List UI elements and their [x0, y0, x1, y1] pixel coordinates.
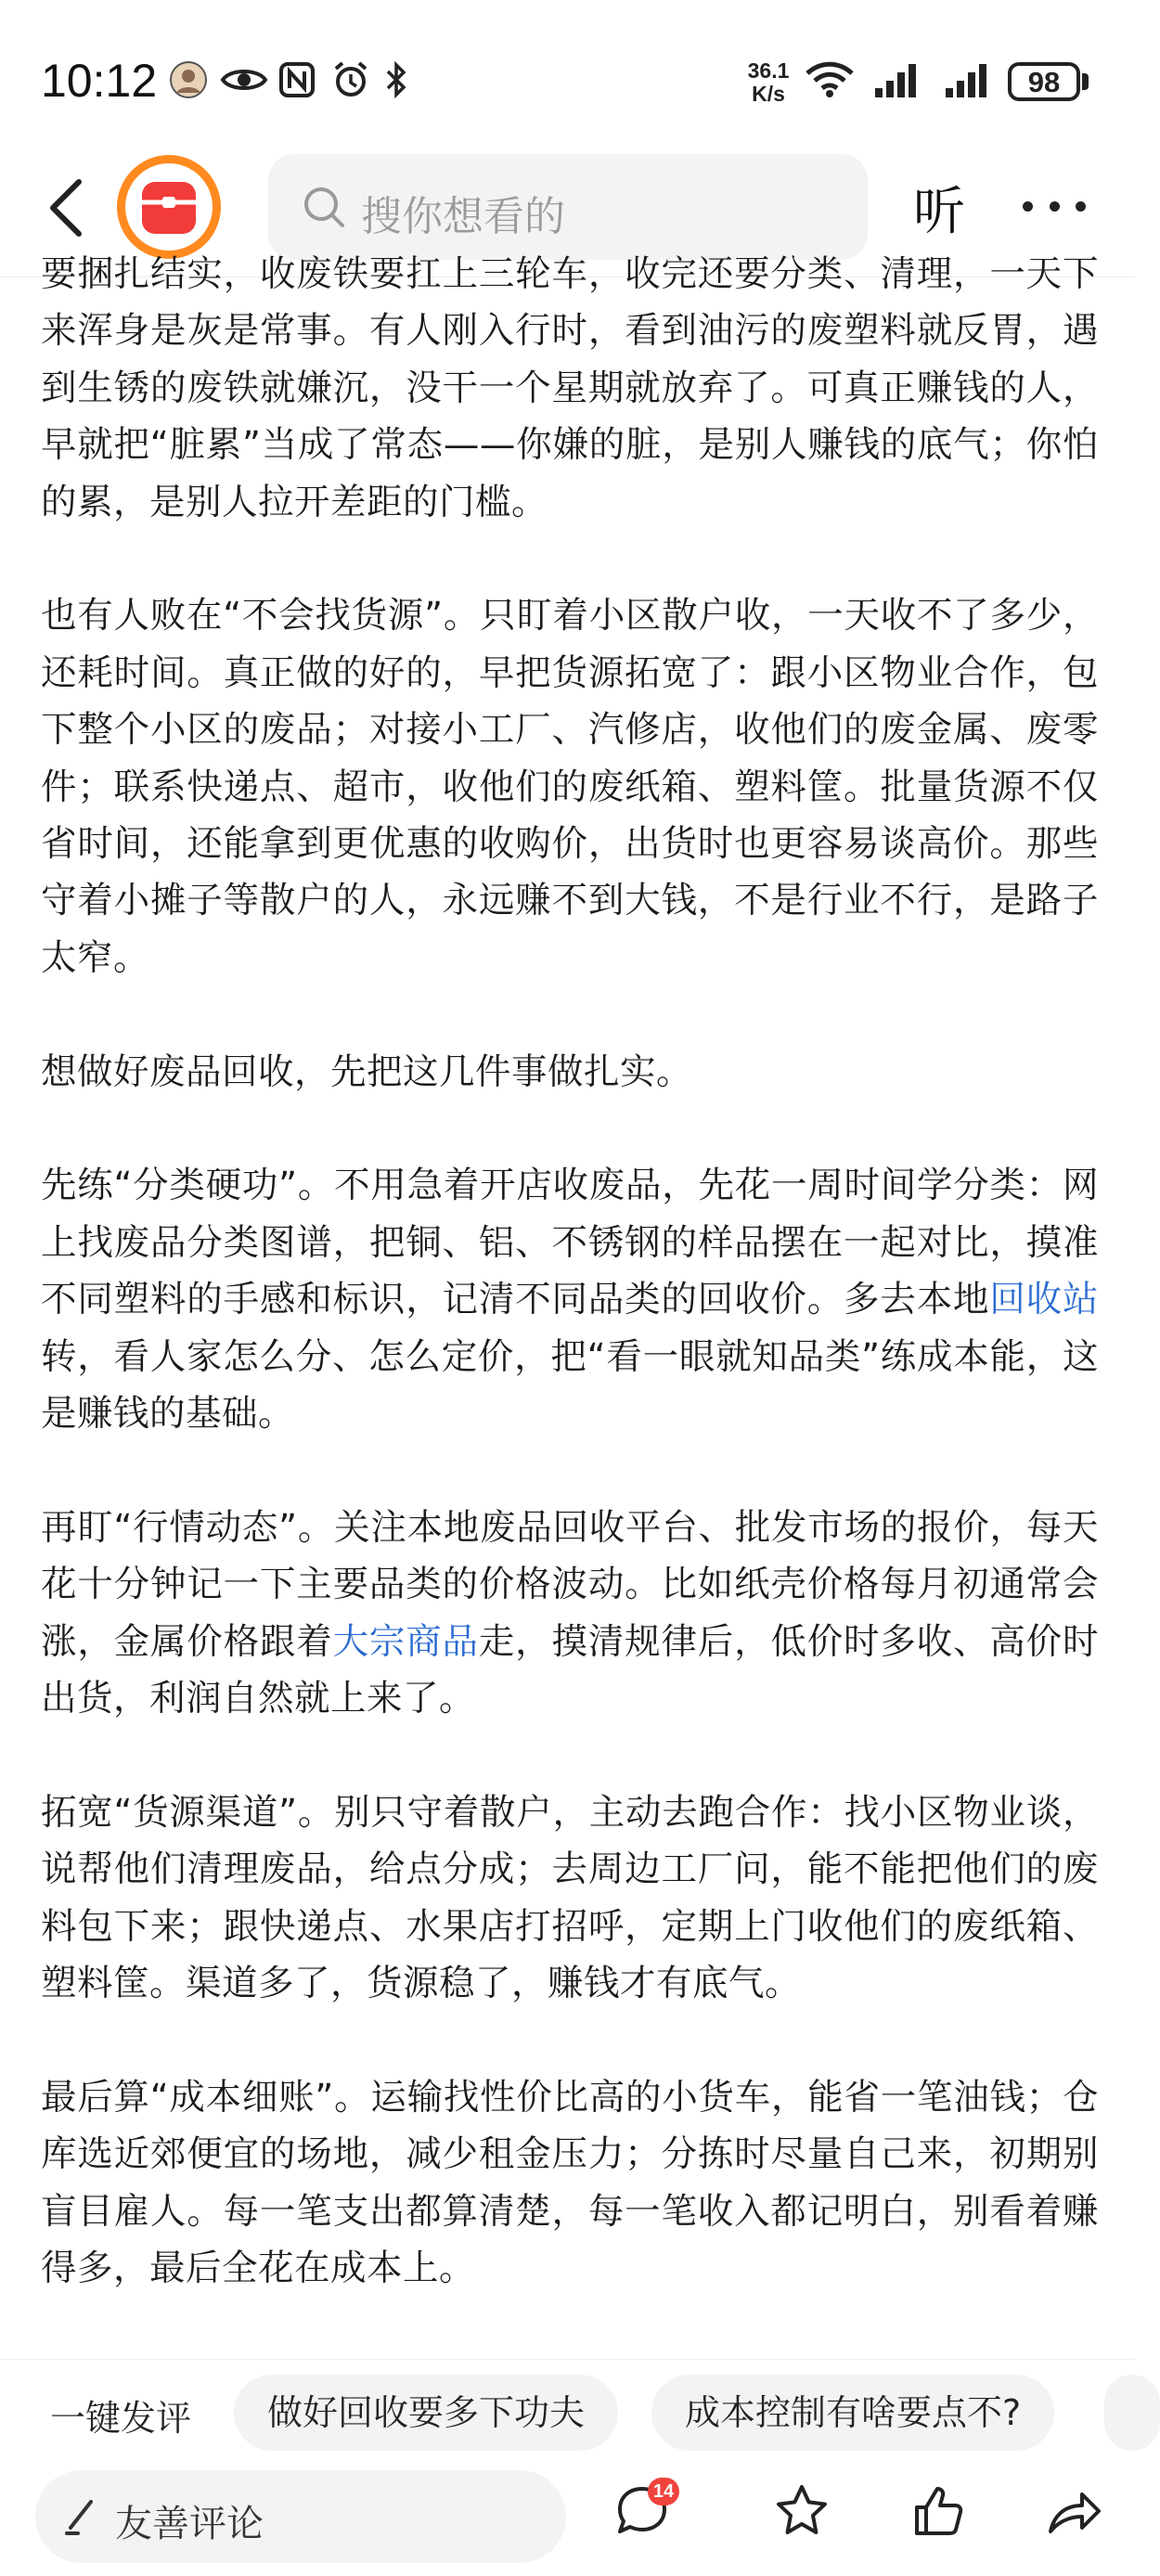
status-bar — [0, 0, 1136, 139]
paragraph-text: 走，摸清规律后，低价时多收、高价时出货，利润自然就上来了。 — [41, 1620, 1099, 1720]
network-speed-unit: K/s — [752, 82, 785, 106]
article-paragraph — [41, 2069, 1099, 2298]
share-icon[interactable] — [1045, 2481, 1104, 2541]
signal-icon — [872, 61, 921, 98]
paragraph-text: 最后算“成本细账”。运输找性价比高的小货车，能省一笔油钱；仓库选近郊便宜的场地，减少租金压力；分拣时尽量自己来，初期别盲目雇人。每一笔支出都算清楚，每一笔收入都记明白，别看着赚得多，最后全花在成本上。 — [41, 2076, 1099, 2290]
quick-comment-chip[interactable]: 做好回收要多下功夫 — [234, 2375, 618, 2451]
battery-icon: 98 — [1008, 62, 1080, 101]
battery-tip — [1082, 73, 1089, 90]
alarm-icon — [330, 61, 371, 98]
article-paragraph — [41, 246, 1099, 531]
article-paragraph — [41, 587, 1099, 986]
back-icon — [47, 178, 84, 238]
comment-placeholder: 友善评论 — [115, 2503, 264, 2545]
back-button[interactable] — [33, 171, 98, 245]
like-icon[interactable] — [909, 2481, 969, 2541]
search-icon — [302, 185, 346, 229]
avatar-icon — [167, 61, 210, 98]
network-speed — [739, 59, 798, 106]
paragraph-text: 拓宽“货源渠道”。别只守着散户，主动去跑合作：找小区物业谈，说帮他们清理废品，给点分成；去周边工厂问，能不能把他们的废料包下来；跟快递点、水果店打招呼，定期上门收他们的废纸箱、塑料筐。渠道多了，货源稳了，赚钱才有底气。 — [41, 1791, 1099, 2005]
article-paragraph — [41, 1500, 1099, 1728]
wifi-icon — [804, 61, 856, 98]
paragraph-text: 也有人败在“不会找货源”。只盯着小区散户收，一天收不了多少，还耗时间。真正做的好的，早把货源拓宽了：跟小区物业合作，包下整个小区的废品；对接小工厂、汽修店，收他们的废金属、废零件；联系快递点、超市，收他们的废纸箱、塑料筐。批量货源不仅省时间，还能拿到更优惠的收购价，出货时也更容易谈高价。那些守着小摊子等散户的人，永远赚不到大钱，不是行业不行，是路子太窄。 — [41, 595, 1099, 979]
article-content — [41, 246, 1099, 2468]
quick-comment-bar — [0, 2359, 1136, 2462]
paragraph-text: 先练“分类硬功”。不用急着开店收废品，先花一周时间学分类：网上找废品分类图谱，把铜、铝、不锈钢的样品摆在一起对比，摸准不同塑料的手感和标识，记清不同品类的回收价。多去本地 — [41, 1165, 1099, 1321]
comment-count-badge: 14 — [648, 2478, 679, 2505]
article-link[interactable]: 大宗商品 — [332, 1620, 479, 1663]
paragraph-text: 要捆扎结实，收废铁要扛上三轮车，收完还要分类、清理，一天下来浑身是灰是常事。有人刚入行时，看到油污的废塑料就反胃，遇到生锈的废铁就嫌沉，没干一个星期就放弃了。可真正赚钱的人，早就把“脏累”当成了常态——你嫌的脏，是别人赚钱的底气；你怕的累，是别人拉开差距的门槛。 — [41, 253, 1099, 523]
quick-comment-chip-partial[interactable] — [1104, 2375, 1160, 2451]
article-link[interactable]: 回收站 — [989, 1279, 1099, 1321]
signal-icon-2 — [943, 61, 991, 98]
eye-icon — [219, 61, 269, 98]
bottom-action-bar — [0, 2461, 1136, 2576]
quick-comment-chip[interactable]: 成本控制有啥要点不? — [651, 2375, 1054, 2451]
comment-input[interactable] — [35, 2470, 566, 2563]
pen-icon — [63, 2496, 104, 2537]
star-icon[interactable] — [772, 2481, 831, 2541]
network-speed-value: 36.1 — [747, 58, 790, 83]
paragraph-text: 转，看人家怎么分、怎么定价，把“看一眼就知品类”练成本能，这是赚钱的基础。 — [41, 1335, 1099, 1436]
paragraph-text: 再盯“行情动态”。关注本地废品回收平台、批发市场的报价，每天花十分钟记一下主要品类的价格波动。比如纸壳价格每月初通常会涨，金属价格跟着 — [41, 1506, 1099, 1663]
article-paragraph — [41, 1157, 1099, 1442]
bluetooth-icon — [382, 61, 410, 98]
search-placeholder: 搜你想看的 — [361, 193, 565, 240]
search-input[interactable] — [268, 154, 868, 260]
paragraph-text: 想做好废品回收，先把这几件事做扎实。 — [41, 1050, 693, 1093]
article-paragraph — [41, 1044, 1099, 1101]
article-paragraph — [41, 1784, 1099, 2013]
status-time: 10:12 — [41, 55, 158, 107]
one-click-comment-button[interactable]: 一键发评 — [50, 2398, 192, 2439]
listen-button[interactable]: 听 — [913, 182, 965, 242]
article-body — [0, 253, 1136, 2359]
nfc-icon — [278, 61, 316, 98]
more-icon[interactable] — [1023, 197, 1086, 215]
